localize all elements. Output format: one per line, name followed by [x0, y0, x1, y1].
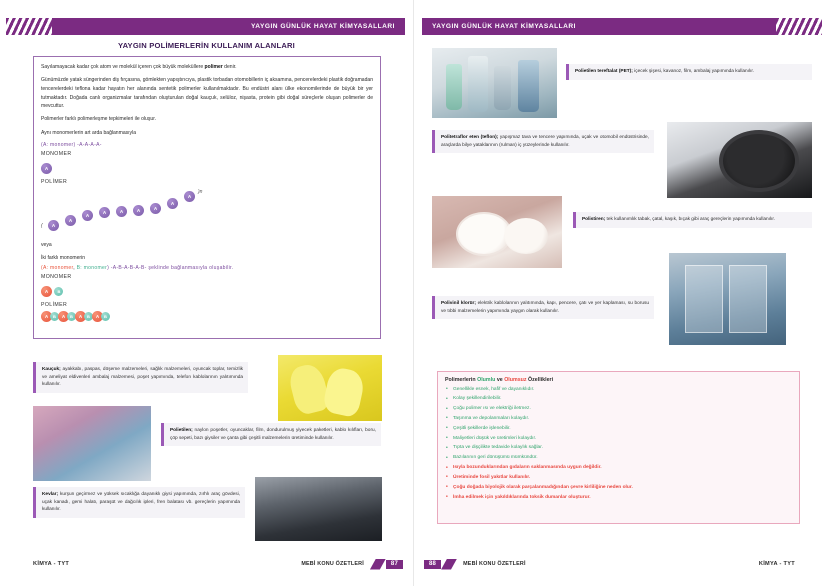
note-kaucuk-term: Kauçuk;	[42, 367, 61, 372]
properties-heading-positive: Olumlu	[477, 377, 496, 383]
legend-separator: ,	[73, 264, 77, 271]
pvc-window-photo	[669, 253, 786, 345]
note-kaucuk	[33, 362, 248, 393]
hatch-decoration-left	[6, 18, 52, 35]
polymer-atom-7: A	[150, 203, 161, 214]
property-item: • Genellikle esnek, hafif ve dayanıklıdır.	[445, 387, 792, 394]
polymer-label-1: POLİMER	[41, 178, 68, 185]
property-item: • Isıyla bozunduklarından gıdaların saklanmasında uygun değildir.	[445, 465, 792, 472]
polymer-atom-9: A	[184, 191, 195, 202]
single-monomer-unit-row	[41, 160, 373, 176]
left-footer-brand: KİMYA - TYT	[33, 561, 70, 567]
properties-heading-suffix: Özellikleri	[526, 377, 554, 383]
copolymer-atom-3: A	[58, 311, 69, 322]
left-footer-center: MEBİ KONU ÖZETLERİ	[301, 561, 364, 567]
copolymer-atom-2: B	[50, 312, 59, 321]
copolymer-intro: İki farklı monomerin	[41, 254, 86, 261]
right-header-title: YAYGIN GÜNLÜK HAYAT KİMYASALLARI	[432, 23, 576, 30]
property-item: • Çoğu polimer ısı ve elektriği iletmez.	[445, 406, 792, 413]
chain-bracket-open: (	[41, 222, 43, 229]
header-bar-right	[422, 18, 776, 35]
note-teflon-term: Politetraflor eten (teflon);	[441, 135, 499, 140]
property-item: • Çoğu doğada biyolojik olarak parçalanmadığından çevre kirliliğine neden olur.	[445, 485, 792, 492]
polymer-label-2: POLİMER	[41, 301, 68, 308]
plastic-bags-photo	[33, 406, 151, 481]
note-polistiren-body: tek kullanımlık tabak, çatal, kaşık, bıçak gibi araç gereçlerin yapımında kullanılır.	[605, 217, 775, 222]
legend-monomer-a: A: monomer	[42, 264, 74, 271]
left-running-header	[6, 18, 405, 35]
copolymer-chain-diagram	[41, 310, 373, 325]
polymer-atom-8: A	[167, 198, 178, 209]
note-pvc-text	[441, 300, 649, 315]
note-polietilen-body: naylon poşetler, oyuncaklar, film, dondurulmuş yiyecek paketleri, kablo kılıfları, boru, çöp sepeti, bazı giysiler ve çanta gibi çeşitli malzemelerin üretiminde kullanılır.	[170, 428, 376, 441]
note-pet	[566, 64, 812, 80]
copolymer-atom-5: A	[75, 311, 86, 322]
note-pet-term: Polietilen tereftalat (PET);	[575, 69, 633, 74]
single-monomer-legend: (A: monomer) -A-A-A-A-	[41, 141, 102, 148]
polymer-explanation-box	[33, 56, 381, 339]
properties-heading-prefix: Polimerlerin	[445, 377, 478, 383]
properties-heading-negative: Olumsuz	[504, 377, 527, 383]
monomer-label-1: MONOMER	[41, 150, 72, 157]
polymer-atom-6: A	[133, 205, 144, 216]
hatch-decoration-right	[776, 18, 822, 35]
right-running-header	[422, 18, 822, 35]
page-title: YAYGIN POLİMERLERİN KULLANIM ALANLARI	[118, 41, 295, 50]
note-kevlar-body: kurşun geçirmez ve yüksek sıcaklığa dayanıklı giysi yapımında, zırhlı araç gövdesi, uçak kanadı, gemi halatı, paraşüt ve dağcılık ipleri, fren balatası vb. gereçlerin yapımında kullanılır.	[42, 492, 240, 513]
copolymer-atom-4: B	[67, 312, 76, 321]
copolymer-atom-7: A	[92, 311, 103, 322]
veya-text: veya	[41, 241, 52, 248]
property-item: • Kolay şekillendirilebilir.	[445, 396, 792, 403]
property-item: • Maliyetleri düşük ve üretimleri kolaydır.	[445, 436, 792, 443]
note-pvc	[432, 296, 654, 319]
note-polietilen-text	[170, 427, 376, 442]
copolymer-atom-6: B	[84, 312, 93, 321]
homopolymer-chain-diagram	[41, 187, 373, 239]
copolymer-monomer-A: A	[41, 286, 52, 297]
right-page	[414, 0, 828, 586]
left-header-title: YAYGIN GÜNLÜK HAYAT KİMYASALLARI	[251, 23, 395, 30]
footer-slash-left	[370, 559, 386, 570]
property-item: • Bazılarının geri dönüşümü mümkündür.	[445, 455, 792, 462]
copolymer-atom-8: B	[101, 312, 110, 321]
note-teflon-text	[441, 134, 649, 149]
copolymer-legend	[41, 265, 373, 271]
polymer-properties-box	[437, 371, 800, 524]
property-item: • Çeşitli şekillerde işlenebilir.	[445, 426, 792, 433]
left-footer	[33, 558, 403, 570]
note-teflon	[432, 130, 654, 153]
black-backpack-photo	[255, 477, 382, 541]
legend-suffix: ) -A-B-A-B-A-B- şeklinde bağlanmasıyla oluşabilir.	[107, 264, 234, 271]
note-kaucuk-text	[42, 366, 243, 389]
note-pvc-body: elektrik kablolarının yalıtımında, kapı, pencere, çatı ve yer kaplaması, su borusu ve tıbbi malzemelerin yapımında yaygın olarak kullanılır.	[441, 301, 649, 314]
paragraph-1-text: Sayılamayacak kadar çok atom ve molekül içeren çok büyük moleküllere polimer denir.	[41, 64, 237, 70]
polymer-atom-1: A	[48, 220, 59, 231]
properties-heading	[445, 377, 792, 383]
yellow-rubber-gloves-photo	[278, 355, 382, 421]
note-kevlar-text	[42, 491, 240, 514]
note-kaucuk-body: ayakkabı, paspas, döşeme malzemeleri, sağlık malzemeleri, oyuncak toplar, temizlik ve ameliyat eldivenleri ambalaj malzemesi, poşet yapımında, telefon kablolarının yalıtımında kullanılır.	[42, 367, 243, 388]
copolymer-atom-1: A	[41, 311, 52, 322]
monomer-label-2: MONOMER	[41, 273, 72, 280]
note-polistiren	[573, 212, 812, 228]
right-footer	[424, 558, 795, 570]
polymer-atom-4: A	[99, 207, 110, 218]
note-polistiren-text	[582, 216, 807, 224]
note-pet-body: içecek şişesi, kavanoz, film, ambalaj yapımında kullanılır.	[632, 69, 754, 74]
note-polietilen	[161, 423, 381, 446]
paragraph-1	[41, 63, 373, 72]
legend-monomer-b: B: monomer	[76, 264, 108, 271]
note-kevlar	[33, 487, 245, 518]
disposable-plates-photo	[432, 196, 562, 268]
polymer-atom-2: A	[65, 215, 76, 226]
right-footer-brand: KİMYA - TYT	[758, 561, 795, 567]
single-monomer-intro: Aynı monomerlerin art arda bağlanmasıyla	[41, 129, 137, 136]
properties-heading-middle: ve	[495, 377, 505, 383]
paragraph-3: Polimerler farklı polimerleşme tepkimeleri ile oluşur.	[41, 116, 156, 123]
property-item: • Tıpta ve dişçilikte tedavide kolaylık sağlar.	[445, 445, 792, 452]
copolymer-unit-row	[41, 283, 373, 299]
right-page-number: 88	[424, 560, 441, 569]
polymer-atom-5: A	[116, 206, 127, 217]
chain-bracket-close: )n	[198, 188, 203, 195]
property-item: • Üretiminde fosil yakıtlar kullanılır.	[445, 475, 792, 482]
note-teflon-body: yapışmaz tava ve tencere yapımında, uçak ve otomobil endüstrisinde, araçlarda bilye yataklarının (rulman) iç yüzeylerinde kullanılır.	[441, 135, 649, 148]
property-item: • İmha edilmek için yakıldıklarında toksik dumanlar oluşturur.	[445, 495, 792, 502]
footer-slash-right	[441, 559, 457, 570]
property-item: • Taşınma ve depolanmaları kolaydır.	[445, 416, 792, 423]
polymer-atom-3: A	[82, 210, 93, 221]
note-pet-text	[575, 68, 807, 76]
note-polietilen-term: Polietilen;	[170, 428, 193, 433]
header-bar-left	[52, 18, 405, 35]
note-kevlar-term: Kevlar;	[42, 492, 59, 497]
copolymer-monomer-B: B	[54, 287, 63, 296]
note-pvc-term: Polivinil klorür;	[441, 301, 476, 306]
note-polistiren-term: Polistiren;	[582, 217, 606, 222]
monomer-atom-A: A	[41, 163, 52, 174]
teflon-pan-photo	[667, 122, 812, 198]
left-page-number: 87	[386, 560, 403, 569]
pet-bottles-photo	[432, 48, 557, 118]
paragraph-2: Günümüzde yatak süngerinden diş fırçasına, gömlekten yapıştırıcıya, plastik torbadan otomobillerin iç aksamına, pencerelerdeki plastik doğramadan tencerelerdeki teflona kadar hayatın her alanında sentetik polimerler kullanılmaktadır. Bu endüstri alanı ülke ekonomilerinde de büyük bir yer tutmaktadır. Doğada canlı organizmalar tarafından oluşturulan doğal kauçuk, selüloz, nişasta, protein gibi doğal süreçlerle oluşan polimerler de mevcuttur.	[41, 77, 373, 110]
right-footer-center: MEBİ KONU ÖZETLERİ	[463, 561, 526, 567]
legend-a-text: (	[41, 264, 43, 271]
